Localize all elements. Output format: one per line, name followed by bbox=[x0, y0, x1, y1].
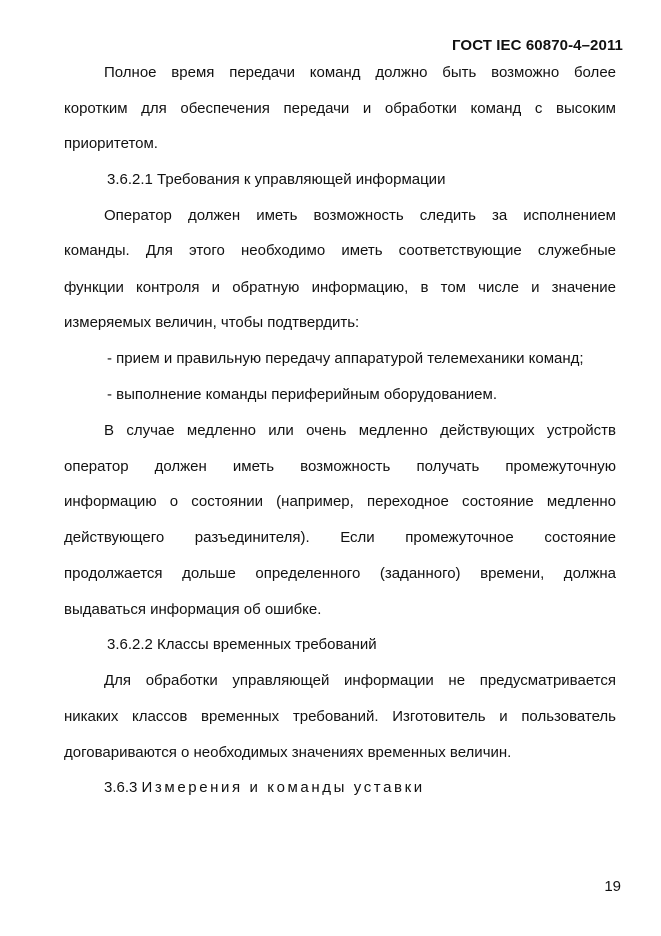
list-item: - выполнение команды периферийным оборудованием. bbox=[107, 386, 497, 403]
paragraph-line: приоритетом. bbox=[64, 135, 158, 152]
page-number: 19 bbox=[604, 878, 621, 895]
paragraph-line: команды. Для этого необходимо иметь соответствующие служебные bbox=[64, 242, 616, 259]
document-header: ГОСТ IEC 60870-4–2011 bbox=[452, 37, 623, 54]
paragraph-line: В случае медленно или очень медленно действующих устройств bbox=[104, 422, 616, 439]
paragraph-line: Для обработки управляющей информации не предусматривается bbox=[104, 672, 616, 689]
paragraph-line: коротким для обеспечения передачи и обработки команд с высоким bbox=[64, 100, 616, 117]
list-item: - прием и правильную передачу аппаратурой телемеханики команд; bbox=[107, 350, 584, 367]
paragraph-line: измеряемых величин, чтобы подтвердить: bbox=[64, 314, 360, 331]
paragraph-line: никаких классов временных требований. Изготовитель и пользователь bbox=[64, 708, 616, 725]
paragraph-line: Полное время передачи команд должно быть возможно более bbox=[104, 64, 616, 81]
paragraph-line: выдаваться информация об ошибке. bbox=[64, 601, 322, 618]
paragraph-line: Оператор должен иметь возможность следить за исполнением bbox=[104, 207, 616, 224]
section-title-spaced: Измерения и команды уставки bbox=[141, 779, 425, 796]
paragraph-line: оператор должен иметь возможность получать промежуточную bbox=[64, 458, 616, 475]
paragraph-line: действующего разъединителя). Если промежуточное состояние bbox=[64, 529, 616, 546]
paragraph-line: информацию о состоянии (например, переходное состояние медленно bbox=[64, 493, 616, 510]
paragraph-line: договариваются о необходимых значениях временных величин. bbox=[64, 744, 512, 761]
section-heading: 3.6.2.1 Требования к управляющей информации bbox=[107, 171, 446, 188]
section-number: 3.6.3 bbox=[104, 779, 138, 796]
paragraph-line: продолжается дольше определенного (заданного) времени, должна bbox=[64, 565, 616, 582]
paragraph-line: функции контроля и обратную информацию, в том числе и значение bbox=[64, 279, 616, 296]
section-heading-spaced bbox=[104, 778, 616, 798]
section-heading: 3.6.2.2 Классы временных требований bbox=[107, 636, 377, 653]
